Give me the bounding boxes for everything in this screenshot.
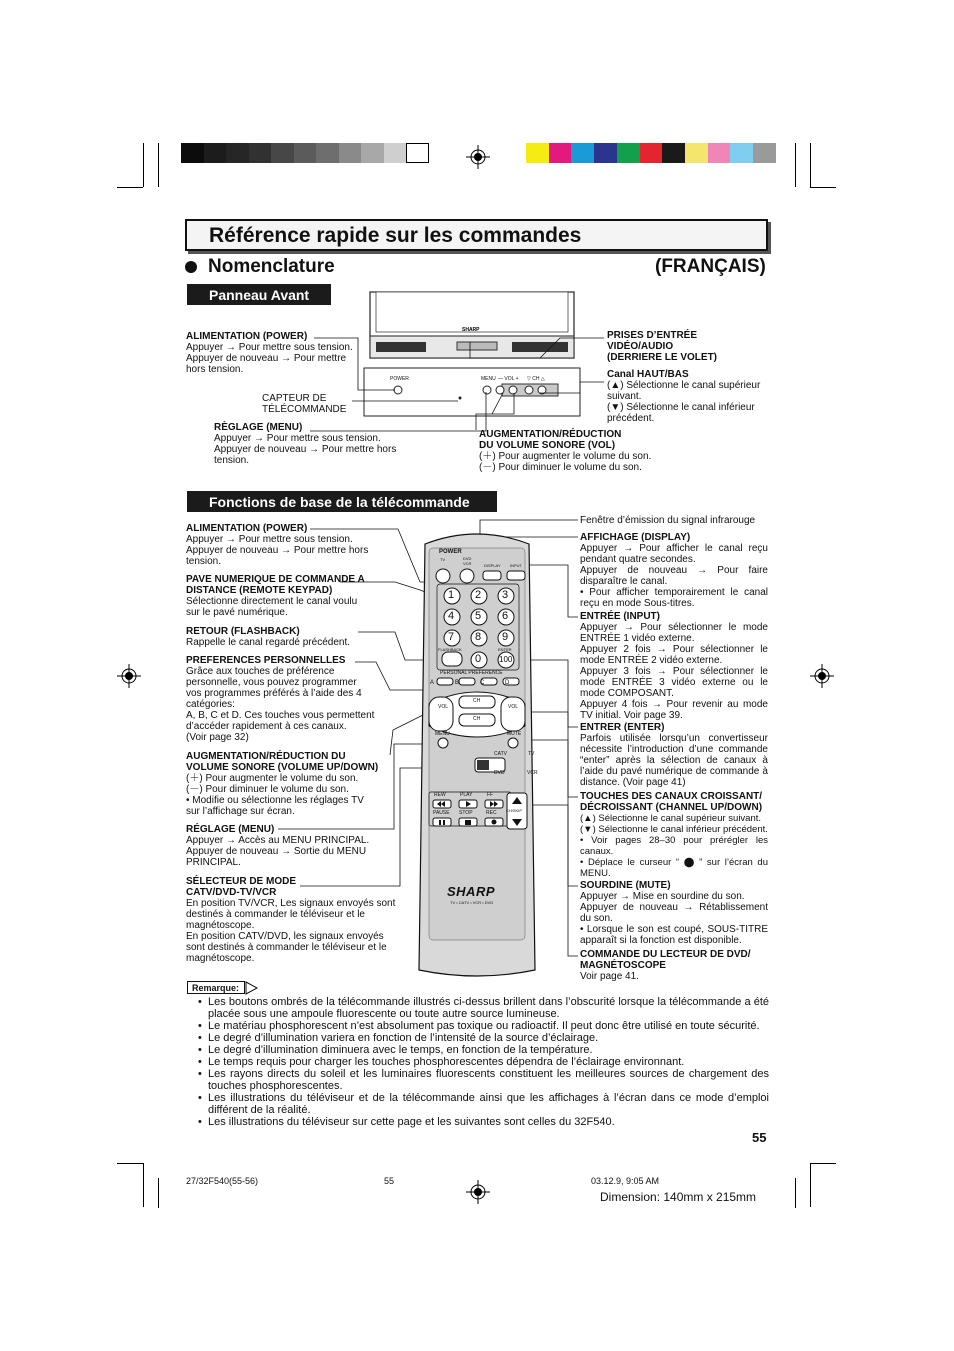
remote-menu-label: MENU bbox=[435, 731, 450, 737]
remote-chskip-label: CH/SKIP bbox=[506, 808, 523, 813]
callout-heading: AUGMENTATION/RÉDUCTION DU VOLUME SONORE (VOL) bbox=[479, 429, 622, 451]
remote-enter-callout bbox=[580, 722, 768, 788]
panel-menu-label: MENU bbox=[481, 376, 496, 382]
note-item: • Les illustrations du téléviseur et de la télécommande ainsi que les affichages à l’écran dans ce mode d’emploi différent de la réalité. bbox=[186, 1092, 769, 1116]
panel-vol-label: — VOL + bbox=[498, 376, 519, 382]
callout-heading: RETOUR (FLASHBACK) bbox=[186, 626, 300, 637]
callout-heading: Canal HAUT/BAS bbox=[607, 369, 689, 380]
note-item: • Les rayons directs du soleil et les luminaires fluorescents constituent les meilleures sources de chargement des touches phosphorescentes. bbox=[186, 1068, 769, 1092]
panel-heading: Panneau Avant bbox=[187, 284, 331, 305]
callout-text: (▲) Sélectionne le canal supérieur suivant. (▼) Sélectionne le canal inférieur précédent. bbox=[607, 380, 761, 424]
callout-text: Voir page 41. bbox=[580, 971, 639, 982]
note-item: • Les illustrations du téléviseur sur cette page et les suivantes sont celles du 32F540. bbox=[186, 1116, 769, 1128]
keypad-key-label: 1 bbox=[448, 589, 455, 601]
callout-text: Appuyer → Accès au MENU PRINCIPAL. Appuyer de nouveau → Sortie du MENU PRINCIPAL. bbox=[186, 835, 370, 868]
remote-vol-left-label: VOL bbox=[438, 704, 449, 710]
remote-vcr-label: VCR bbox=[527, 770, 538, 776]
note-item: • Le temps requis pour charger les touches phosphorescentes dépendra de l’éclairage environnant. bbox=[186, 1056, 769, 1068]
keypad-key-label: 0 bbox=[475, 653, 482, 665]
remote-b-label: B bbox=[455, 680, 460, 686]
callout-heading: TOUCHES DES CANAUX CROISSANT/ DÉCROISSANT (CHANNEL UP/DOWN) bbox=[580, 791, 763, 813]
callout-text: Appuyer → Mise en sourdine du son. Appuyer de nouveau → Rétablissement du son. • Lorsque le son est coupé, SOUS-TITRE apparaît si la fonction est disponible. bbox=[580, 891, 768, 946]
remote-dvd-label: DVD bbox=[494, 770, 505, 776]
remote-d-label: D bbox=[505, 680, 510, 686]
keypad-key-label: 5 bbox=[475, 610, 482, 622]
callout-text: Appuyer → Pour mettre sous tension. Appuyer de nouveau → Pour mettre hors tension. bbox=[186, 342, 353, 375]
keypad-100-label: 100 bbox=[499, 655, 513, 664]
callout-heading: PREFERENCES PERSONNELLES bbox=[186, 655, 346, 666]
remote-power-label: POWER bbox=[439, 549, 462, 555]
remote-input-label: INPUT bbox=[510, 563, 522, 568]
callout-heading: AUGMENTATION/RÉDUCTION DU VOLUME SONORE (VOLUME UP/DOWN) bbox=[186, 751, 379, 773]
remote-brand: SHARP bbox=[447, 884, 496, 899]
callout-heading: COMMANDE DU LECTEUR DE DVD/ MAGNÉTOSCOPE bbox=[580, 949, 751, 971]
callout-text: Parfois utilisée lorsqu’un convertisseur nécessite l’introduction d’une commande “enter” après la sélection de canaux à l’aide du pavé numérique de commande à distance. (Voir page 41) bbox=[580, 733, 768, 788]
remote-rec-label: REC bbox=[486, 810, 497, 816]
callout-heading: PAVE NUMERIQUE DE COMMANDE A DISTANCE (REMOTE KEYPAD) bbox=[186, 574, 365, 596]
note-label: Remarque: bbox=[187, 981, 245, 994]
callout-text: Fenêtre d’émission du signal infrarouge bbox=[580, 515, 756, 526]
remote-channel-callout bbox=[580, 791, 768, 879]
tv-brand: SHARP bbox=[462, 327, 480, 333]
callout-heading: PRISES D’ENTRÉE VIDÉO/AUDIO (DERRIERE LE VOLET) bbox=[607, 330, 718, 363]
arrow-right-icon bbox=[245, 981, 259, 995]
footer-date: 03.12.9, 9:05 AM bbox=[591, 1176, 660, 1186]
keypad-key-label: 4 bbox=[448, 610, 455, 622]
remote-brand-sub: TV • CATV • VCR • DVD bbox=[450, 900, 494, 905]
callout-heading: RÈGLAGE (MENU) bbox=[214, 422, 303, 433]
remote-flashback-callout bbox=[186, 626, 386, 648]
notes-list bbox=[186, 996, 769, 1128]
remote-pause-label: PAUSE bbox=[433, 810, 450, 816]
keypad-key-label: 9 bbox=[502, 631, 509, 643]
remote-tv2-label: TV bbox=[528, 751, 535, 757]
panel-channel-callout bbox=[607, 369, 772, 424]
remote-mode-selector-callout bbox=[186, 876, 406, 964]
callout-text: Appuyer → Pour mettre sous tension. Appuyer de nouveau → Pour mettre hors tension. bbox=[186, 534, 369, 567]
footer-file: 27/32F540(55-56) bbox=[186, 1176, 259, 1186]
remote-mute-callout bbox=[580, 880, 768, 946]
remote-ch-up-label: CH bbox=[473, 698, 481, 704]
callout-text: (＋) Pour augmenter le volume du son. (－) Pour diminuer le volume du son. • Modifie ou sélectionne les réglages TV sur l’affichage sur écran. bbox=[186, 773, 364, 817]
panel-jacks-callout bbox=[607, 330, 767, 363]
panel-power-callout bbox=[186, 331, 361, 375]
callout-text: Appuyer → Pour sélectionner le mode ENTRÉE 1 vidéo externe. Appuyer 2 fois → Pour sélectionner le mode ENTRÉE 2 vidéo externe. Appuyer 3 fois → Pour sélectionner le mode ENTRÉE 3 vidéo externe ou le mode COMPOSANT. Appuyer 4 fois → Pour revenir au mode TV initial. Voir page 39. bbox=[580, 622, 768, 721]
language-label: (FRANÇAIS) bbox=[655, 256, 766, 277]
callout-text: Rappelle le canal regardé précédent. bbox=[186, 637, 350, 648]
note-item: • Le degré d’illumination variera en fonction de l’intensité de la source d’éclairage. bbox=[186, 1032, 769, 1044]
callout-text: Appuyer → Pour mettre sous tension. Appuyer de nouveau → Pour mettre hors tension. bbox=[214, 433, 397, 466]
note-item: • Le degré d’illumination diminuera avec le temps, en fonction de la température. bbox=[186, 1044, 769, 1056]
callout-text: CAPTEUR DE TÉLÉCOMMANDE bbox=[262, 393, 347, 415]
remote-enter-label: ENTER bbox=[498, 647, 512, 652]
remote-play-label: PLAY bbox=[460, 792, 473, 798]
remote-preference-callout bbox=[186, 655, 386, 743]
keypad-key-label: 7 bbox=[448, 631, 455, 643]
keypad-key-label: 8 bbox=[475, 631, 482, 643]
remote-menu-callout bbox=[186, 824, 386, 868]
callout-text: (＋) Pour augmenter le volume du son. (－) Pour diminuer le volume du son. bbox=[479, 451, 652, 473]
panel-ch-label: ▽ CH △ bbox=[527, 376, 545, 382]
remote-display-label: DISPLAY bbox=[484, 563, 501, 568]
page-number: 55 bbox=[752, 1130, 767, 1145]
remote-volume-callout bbox=[186, 751, 391, 817]
remote-personal-label: PERSONAL PREFERENCE bbox=[440, 670, 503, 676]
callout-text: Appuyer → Pour afficher le canal reçu pendant quatre secondes. Appuyer de nouveau → Pour faire disparaître le canal. • Pour afficher temporairement le canal reçu en mode Sous-titres. bbox=[580, 543, 768, 609]
callout-text: Sélectionne directement le canal voulu sur le pavé numérique. bbox=[186, 596, 358, 618]
note-item: • Les boutons ombrés de la télécommande illustrés ci-dessus brillent dans l’obscurité lorsque la télécommande a été placée sous une ampoule fluorescente ou toute autre source lumineuse. bbox=[186, 996, 769, 1020]
remote-power-callout bbox=[186, 523, 386, 567]
callout-heading: ALIMENTATION (POWER) bbox=[186, 523, 308, 534]
footer-page: 55 bbox=[384, 1176, 395, 1186]
panel-volume-callout bbox=[479, 429, 679, 473]
callout-heading: ENTRER (ENTER) bbox=[580, 722, 665, 733]
callout-heading: AFFICHAGE (DISPLAY) bbox=[580, 532, 691, 543]
remote-tv-label: TV bbox=[440, 557, 446, 562]
keypad-key-label: 3 bbox=[502, 589, 509, 601]
section-title: Nomenclature bbox=[208, 256, 335, 277]
remote-heading: Fonctions de base de la télécommande bbox=[187, 491, 497, 512]
keypad-key-label: 6 bbox=[502, 610, 509, 622]
note-item: • Le matériau phosphorescent n’est absolument pas toxique ou radioactif. Il peut donc être utilisé en toute sécurité. bbox=[186, 1020, 769, 1032]
remote-vol-right-label: VOL bbox=[508, 704, 519, 710]
callout-heading: SÉLECTEUR DE MODE CATV/DVD-TV/VCR bbox=[186, 876, 297, 898]
callout-heading: RÉGLAGE (MENU) bbox=[186, 824, 275, 835]
remote-display-callout bbox=[580, 532, 768, 609]
callout-text: (▲) Sélectionne le canal supérieur suivant. (▼) Sélectionne le canal inférieur précédent. • Voir pages 28–30 pour prérégler les canaux. • Déplace le curseur “ ⬤ ” sur l’écran du MENU. bbox=[580, 813, 768, 879]
remote-stop-label: STOP bbox=[459, 810, 473, 816]
remote-ir-callout bbox=[580, 515, 770, 526]
remote-keypad-callout bbox=[186, 574, 386, 618]
callout-text: En position TV/VCR, Les signaux envoyés sont destinés à commander le téléviseur et le magnétoscope. En position CATV/DVD, les signaux envoyés sont destinés à commander le téléviseur et le magnétoscope. bbox=[186, 898, 396, 964]
footer-dimension: Dimension: 140mm x 215mm bbox=[600, 1190, 757, 1204]
panel-sensor-callout bbox=[262, 393, 362, 415]
remote-rew-label: REW bbox=[434, 792, 446, 798]
remote-mute-label: MUTE bbox=[507, 731, 522, 737]
callout-heading: ALIMENTATION (POWER) bbox=[186, 331, 308, 342]
remote-flashback-label: FLASHBACK bbox=[438, 647, 462, 652]
page-title: Référence rapide sur les commandes bbox=[209, 224, 582, 247]
remote-ch-down-label: CH bbox=[473, 716, 481, 722]
keypad-key-label: 2 bbox=[475, 589, 482, 601]
remote-input-callout bbox=[580, 611, 768, 721]
remote-dvdvcr-label: DVD VCR bbox=[463, 556, 472, 566]
remote-catv-label: CATV bbox=[494, 751, 507, 757]
remote-c-label: C bbox=[480, 680, 485, 686]
remote-ff-label: FF bbox=[487, 792, 494, 798]
callout-text: Grâce aux touches de préférence personnelle, vous pouvez programmer vos programmes préférés à l’aide des 4 catégories: A, B, C et D. Ces touches vous permettent d’accéder rapidement à ces canaux. (Voir page 32) bbox=[186, 666, 375, 743]
remote-a-label: A bbox=[430, 680, 435, 686]
remote-dvd-callout bbox=[580, 949, 768, 982]
callout-heading: ENTRÉE (INPUT) bbox=[580, 611, 660, 622]
callout-heading: SOURDINE (MUTE) bbox=[580, 880, 671, 891]
panel-power-label: POWER bbox=[390, 376, 409, 382]
panel-menu-callout bbox=[214, 422, 419, 466]
